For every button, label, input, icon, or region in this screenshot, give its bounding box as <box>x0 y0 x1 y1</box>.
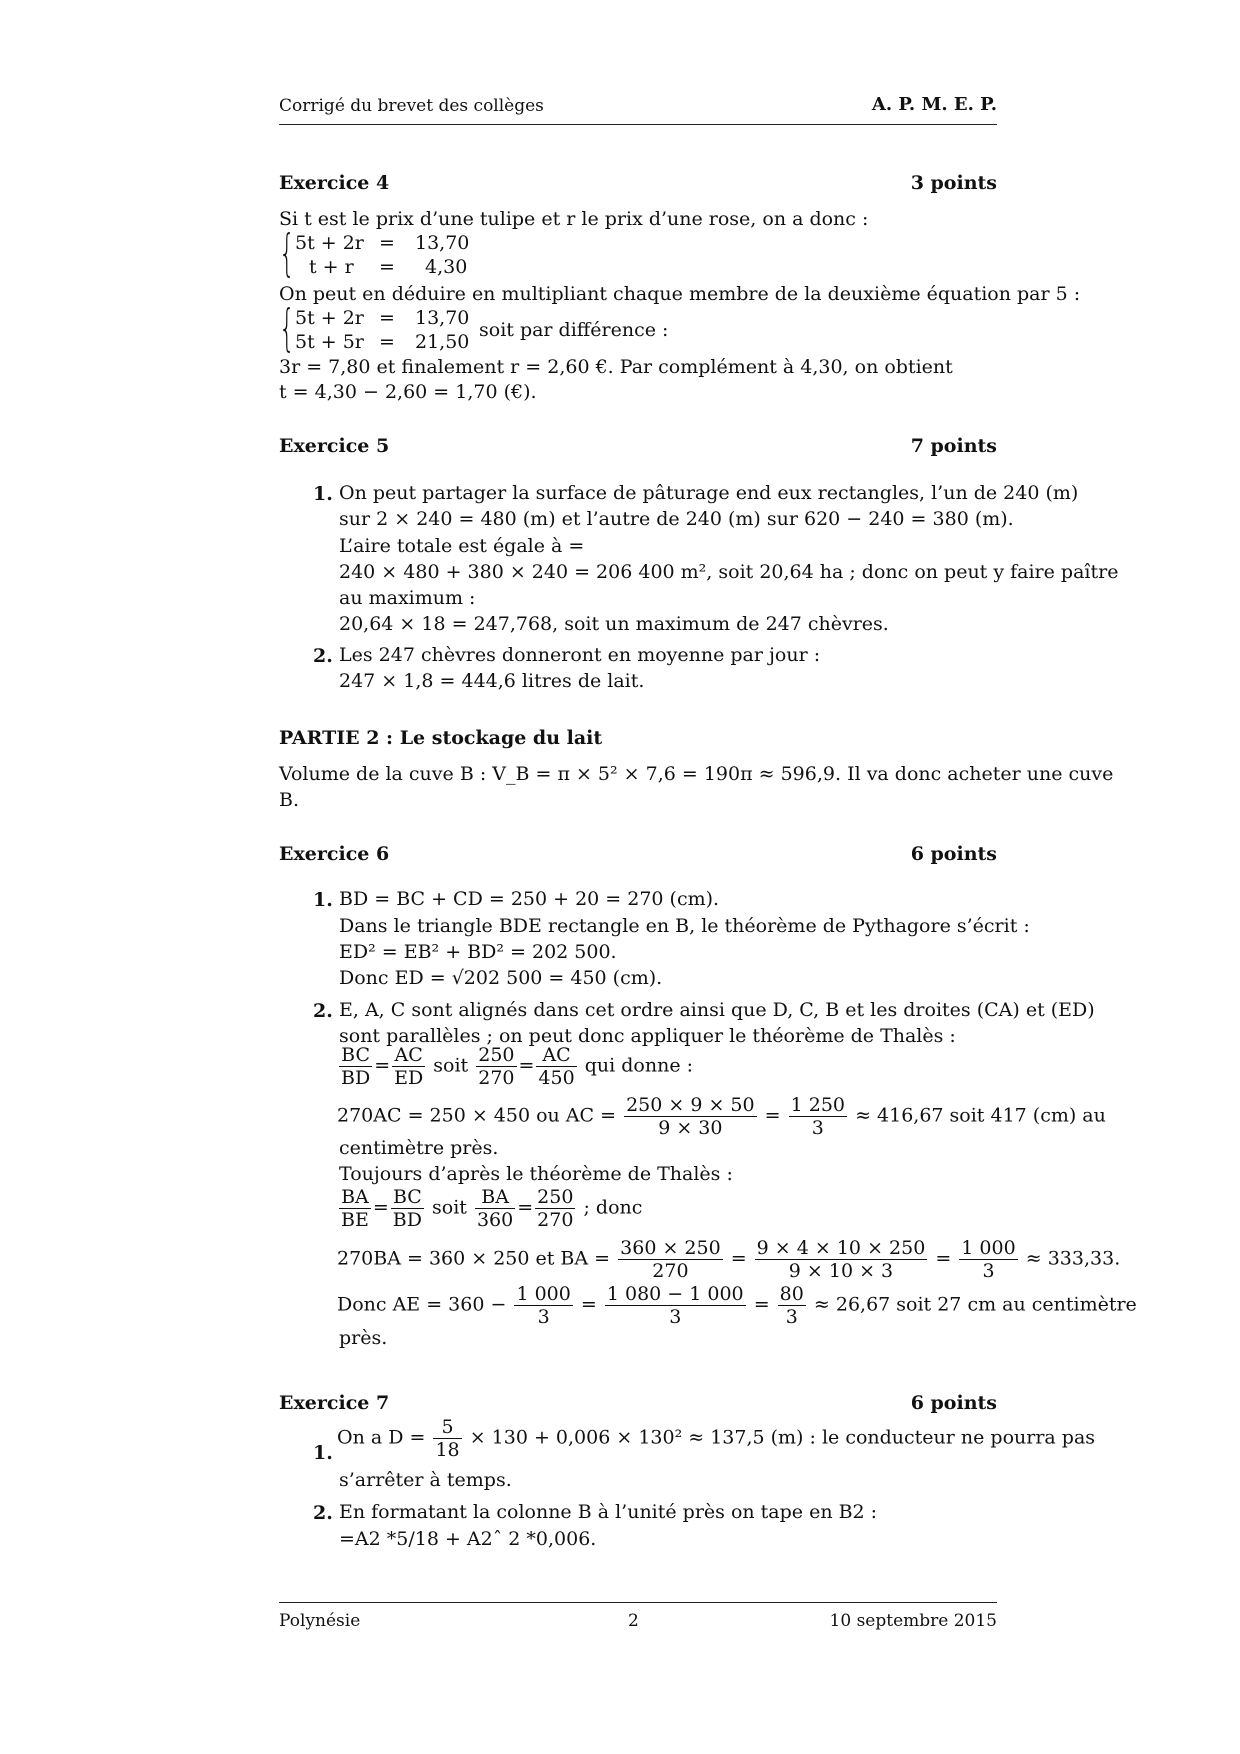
ex5-q2-line: Les 247 chèvres donneront en moyenne par jour : <box>339 644 821 666</box>
word-soit: soit <box>432 1196 467 1219</box>
ex4-line-1: 3r = 7,80 et finalement r = 2,60 €. Par complément à 4,30, on obtient <box>279 356 953 378</box>
ex5-q2-number: 2. <box>313 645 333 667</box>
ex6-q1-line: ED² = EB² + BD² = 202 500. <box>339 941 617 963</box>
ex5-q1-line: 240 × 480 + 380 × 240 = 206 400 m², soit 20,64 ha ; donc on peut y faire paître <box>339 561 1119 583</box>
word-soit: soit <box>433 1054 469 1077</box>
frac-den: BD <box>392 1209 422 1231</box>
frac-den: 3 <box>785 1306 798 1328</box>
ex6-q2-line-2: sont parallèles ; on peut donc appliquer le théorème de Thalès : <box>339 1025 956 1047</box>
sys2-rhs-2: 21,50 <box>415 331 470 353</box>
calc-ae-pre: Donc AE = 360 − <box>337 1293 507 1316</box>
frac-num: 5 <box>433 1416 461 1439</box>
ex6-title: Exercice 6 <box>279 843 390 865</box>
frac-num: BC <box>339 1044 372 1067</box>
partie2-line-1: Volume de la cuve B : V_B = π × 5² × 7,6 = 190π ≈ 596,9. Il va donc acheter une cuve <box>279 763 1114 785</box>
frac-den: 270 <box>537 1209 574 1231</box>
partie2-title: PARTIE 2 : Le stockage du lait <box>279 727 603 749</box>
calc-ac-pre: 270AC = 250 × 450 ou AC = <box>337 1104 617 1127</box>
partie2-line-2: B. <box>279 789 300 811</box>
sys1-rhs-2: 4,30 <box>425 256 468 278</box>
ex4-intro: Si t est le prix d’une tulipe et r le prix d’une rose, on a donc : <box>279 208 869 230</box>
ex6-q2-number: 2. <box>313 1000 333 1022</box>
frac-den: 3 <box>537 1306 550 1328</box>
ex5-title: Exercice 5 <box>279 435 390 457</box>
ex6-q1-number: 1. <box>313 889 333 911</box>
ex7-q2-number: 2. <box>313 1502 333 1524</box>
ex7-heading <box>279 1392 997 1414</box>
thales-2-end: ; donc <box>583 1196 643 1219</box>
ex6-calc-ac: 270AC = 250 × 450 ou AC = $\frac{250 \times 9 \times 50}{9 \times 30}$ = $\frac{1 250}{3}$ ≈ 416,67 soit 417 (cm) au <box>337 1094 1106 1139</box>
ex5-heading <box>279 435 997 457</box>
page-number: 2 <box>628 1611 639 1631</box>
sys2-after: soit par différence : <box>479 319 669 341</box>
ex5-q2-line: 247 × 1,8 = 444,6 litres de lait. <box>339 670 645 692</box>
page-footer <box>279 1602 997 1633</box>
ex5-points: 7 points <box>910 435 997 457</box>
frac-den: 270 <box>478 1067 515 1089</box>
ex7-points: 6 points <box>910 1392 997 1414</box>
ex4-system-1: { 5t + 2r = 13,70 t + r = 4,30 <box>279 224 470 282</box>
frac-num: 1 000 <box>516 1283 571 1305</box>
ex5-q1-line: au maximum : <box>339 587 476 609</box>
ex6-calc-ae-line-2: près. <box>339 1327 388 1349</box>
ex7-q2-line: En formatant la colonne B à l’unité près on tape en B2 : <box>339 1501 878 1523</box>
frac-num: BA <box>475 1186 515 1209</box>
frac-num: 1 080 − 1 000 <box>606 1283 744 1305</box>
ex4-mid: On peut en déduire en multipliant chaque membre de la deuxième équation par 5 : <box>279 283 1081 305</box>
sys1-lhs-2: t + r <box>309 256 354 278</box>
frac-den: 9 × 30 <box>658 1117 723 1139</box>
ex7-q2-line: =A2 *5/18 + A2ˆ 2 *0,006. <box>339 1528 597 1550</box>
ex4-system-2: { 5t + 2r = 13,70 5t + 5r = 21,50 soit par différence : <box>279 299 669 357</box>
calc-ba-end: ≈ 333,33. <box>1025 1247 1121 1270</box>
ex6-q1-line: BD = BC + CD = 250 + 20 = 270 (cm). <box>339 888 720 910</box>
sys2-eq-2: = <box>379 331 395 353</box>
ex7-q1-number: 1. <box>313 1442 333 1464</box>
sys2-eq-1: = <box>379 307 395 329</box>
frac-num: BC <box>391 1186 424 1209</box>
frac-den: BD <box>341 1067 371 1089</box>
page-header <box>279 94 997 125</box>
frac-num: 1 250 <box>790 1094 846 1116</box>
frac-num: BA <box>339 1186 371 1209</box>
ex6-points: 6 points <box>910 843 997 865</box>
frac-den: ED <box>394 1067 424 1089</box>
sys1-lhs-1: 5t + 2r <box>295 232 364 254</box>
q1-pre: On a D = <box>337 1426 426 1449</box>
header-right: A. P. M. E. P. <box>871 94 997 115</box>
frac-num: 250 <box>537 1186 574 1208</box>
frac-den: 3 <box>811 1117 824 1139</box>
ex4-title: Exercice 4 <box>279 172 390 194</box>
frac-num: 360 × 250 <box>620 1237 721 1259</box>
frac-den: 270 <box>652 1260 689 1282</box>
ex5-q1-line: sur 2 × 240 = 480 (m) et l’autre de 240 (m) sur 620 − 240 = 380 (m). <box>339 508 1014 530</box>
frac-num: 80 <box>779 1283 804 1305</box>
sys2-rhs-1: 13,70 <box>415 307 470 329</box>
frac-den: 360 <box>476 1209 514 1231</box>
ex4-line-2: t = 4,30 − 2,60 = 1,70 (€). <box>279 381 537 403</box>
ex6-thales-2: $\frac{BA}{BE}$ = $\frac{BC}{BD}$ soit $\frac{BA}{360}$ = $\frac{250}{270}$ ; donc <box>341 1186 643 1231</box>
ex5-q1-line: 20,64 × 18 = 247,768, soit un maximum de 247 chèvres. <box>339 613 889 635</box>
ex4-heading <box>279 172 997 194</box>
ex6-q1-line: Dans le triangle BDE rectangle en B, le théorème de Pythagore s’écrit : <box>339 915 1030 937</box>
frac-num: 250 <box>478 1044 515 1066</box>
sys2-lhs-1: 5t + 2r <box>295 307 364 329</box>
frac-den: 3 <box>982 1260 995 1282</box>
ex6-thales-1: $\frac{BC}{BD}$ = $\frac{AC}{ED}$ soit $\frac{250}{270}$ = $\frac{AC}{450}$ qui donne : <box>341 1044 694 1089</box>
sys1-rhs-1: 13,70 <box>415 232 470 254</box>
frac-num: 250 × 9 × 50 <box>626 1094 755 1116</box>
ex5-q1-line: L’aire totale est égale à = <box>339 535 585 557</box>
ex4-points: 3 points <box>910 172 997 194</box>
q1-end: × 130 + 0,006 × 130² ≈ 137,5 (m) : le conducteur ne pourra pas <box>469 1426 1096 1449</box>
frac-den: 450 <box>538 1067 575 1089</box>
ex7-q1-line-2: s’arrêter à temps. <box>339 1469 512 1491</box>
frac-num: 9 × 4 × 10 × 250 <box>756 1237 926 1259</box>
ex6-heading <box>279 843 997 865</box>
calc-ae-end: ≈ 26,67 soit 27 cm au centimètre <box>813 1293 1137 1316</box>
frac-den: 18 <box>435 1439 460 1461</box>
calc-ba-pre: 270BA = 360 × 250 et BA = <box>337 1247 611 1270</box>
ex6-calc-ac-line-2: centimètre près. <box>339 1137 499 1159</box>
sys1-eq-1: = <box>379 232 395 254</box>
ex6-calc-ae: Donc AE = 360 − $\frac{1 000}{3}$ = $\frac{1 080 - 1 000}{3}$ = $\frac{80}{3}$ ≈ 26,67 soit 27 cm au centimètre <box>337 1283 1137 1328</box>
thales-1-end: qui donne : <box>584 1054 694 1077</box>
sys1-eq-2: = <box>379 256 395 278</box>
frac-den: 9 × 10 × 3 <box>788 1260 894 1282</box>
header-left: Corrigé du brevet des collèges <box>279 96 544 116</box>
frac-den: 3 <box>669 1306 682 1328</box>
footer-left: Polynésie <box>279 1611 361 1631</box>
ex6-calc-ba: 270BA = 360 × 250 et BA = $\frac{360 \times 250}{270}$ = $\frac{9 \times 4 \times 10 \times 250}{9 \times 10 \times 3}$ = $\frac{1 000}{3}$ ≈ 333,33. <box>337 1237 1121 1282</box>
ex5-q1-line: On peut partager la surface de pâturage end eux rectangles, l’un de 240 (m) <box>339 482 1079 504</box>
ex5-q1-number: 1. <box>313 483 333 505</box>
footer-right: 10 septembre 2015 <box>829 1611 997 1631</box>
frac-num: AC <box>392 1044 425 1067</box>
sys2-lhs-2: 5t + 5r <box>295 331 364 353</box>
frac-den: BE <box>341 1209 369 1231</box>
ex6-q1-line: Donc ED = √202 500 = 450 (cm). <box>339 967 663 989</box>
frac-num: AC <box>536 1044 576 1067</box>
frac-num: 1 000 <box>961 1237 1016 1259</box>
ex6-q2-line-1: E, A, C sont alignés dans cet ordre ainsi que D, C, B et les droites (CA) et (ED) <box>339 999 1095 1021</box>
calc-ac-end: ≈ 416,67 soit 417 (cm) au <box>855 1104 1106 1127</box>
ex7-title: Exercice 7 <box>279 1392 390 1414</box>
ex6-thales-2-intro: Toujours d’après le théorème de Thalès : <box>339 1163 733 1185</box>
ex7-q1-line-1 <box>337 1416 1095 1461</box>
